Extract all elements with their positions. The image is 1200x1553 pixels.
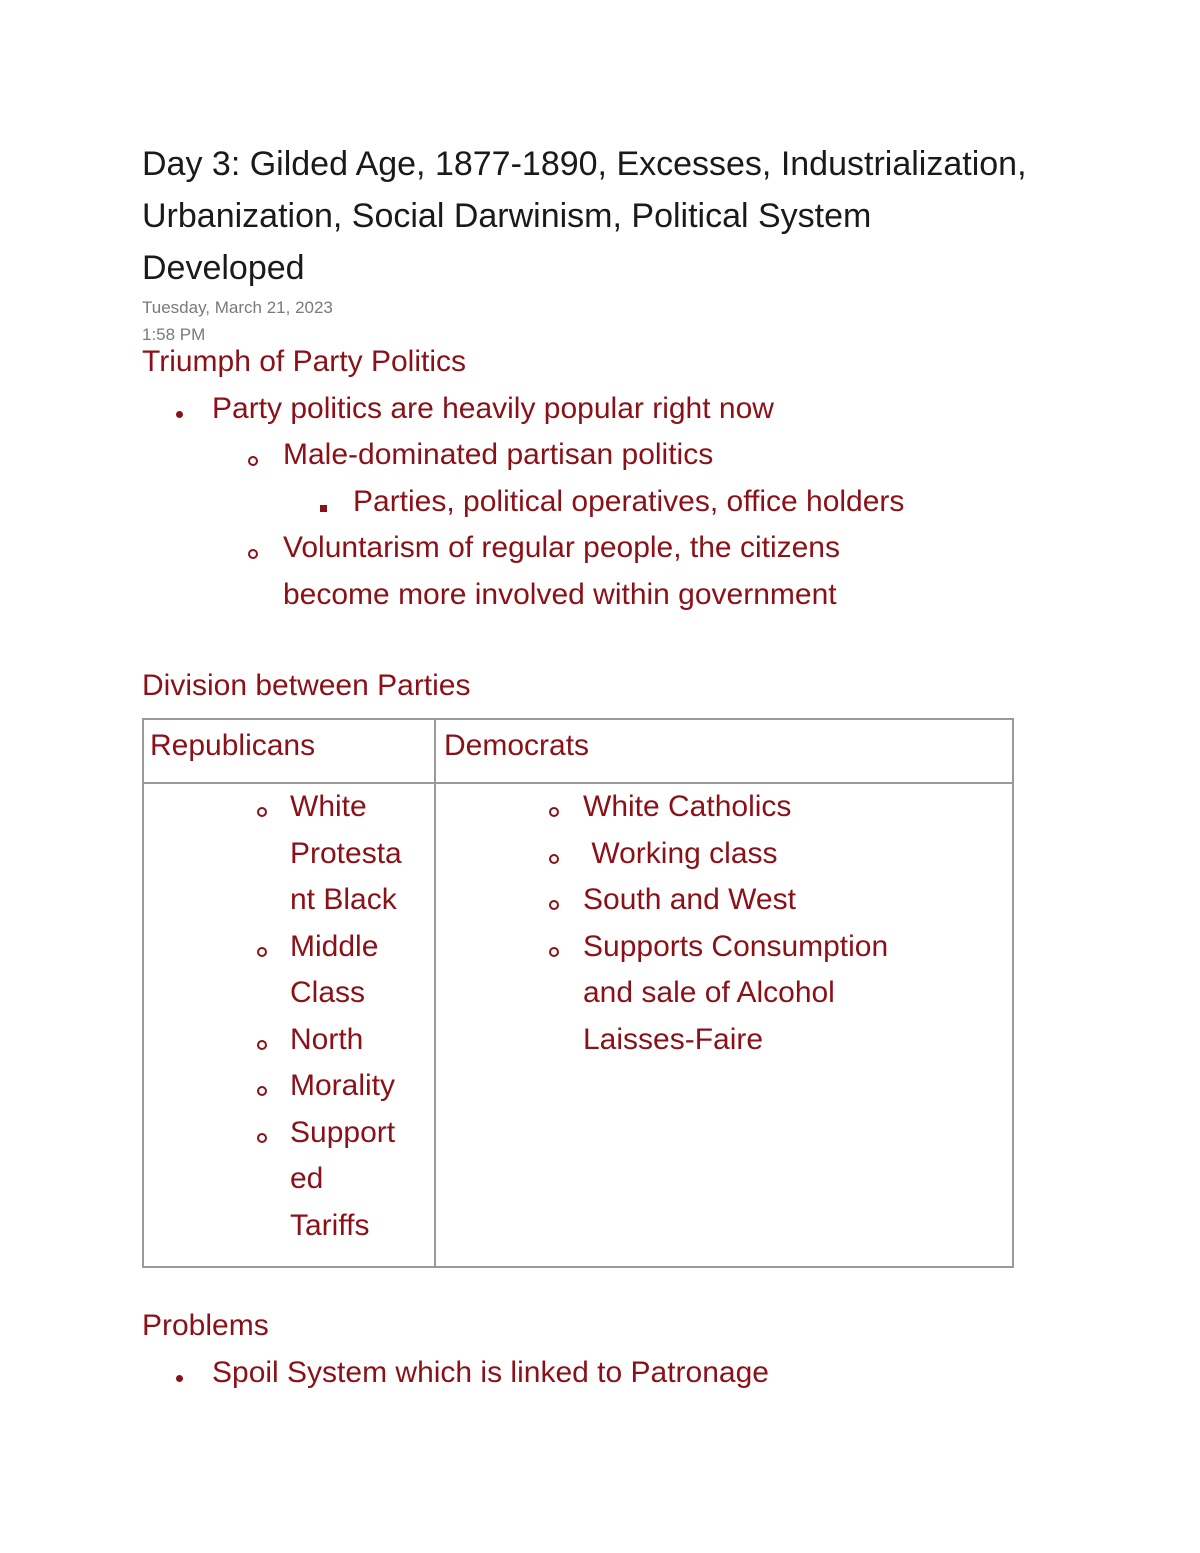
- bullet-dot-icon: [176, 1375, 183, 1382]
- bullet-ring-icon: [549, 900, 559, 910]
- bullet-ring-icon: [257, 1086, 267, 1096]
- list-item-continuation: become more involved within government: [283, 578, 837, 611]
- note-date: Tuesday, March 21, 2023: [142, 298, 333, 317]
- republicans-cell: [143, 783, 435, 1267]
- header-label: Republicans: [150, 729, 316, 762]
- cell-line: Middle: [290, 929, 379, 963]
- section-heading-triumph: Triumph of Party Politics: [142, 345, 466, 378]
- table-row: [143, 783, 1013, 1267]
- parties-table: [142, 718, 1014, 1268]
- cell-line: Laisses-Faire: [583, 1022, 764, 1056]
- list-item: Party politics are heavily popular right now: [212, 392, 774, 425]
- bullet-ring-icon: [248, 456, 258, 466]
- cell-line: and sale of Alcohol: [583, 976, 835, 1009]
- list-item: Parties, political operatives, office holders: [353, 485, 905, 518]
- cell-line: Supports Consumption: [583, 929, 889, 963]
- list-item: Male-dominated partisan politics: [283, 438, 714, 471]
- cell-line: Working class: [583, 836, 778, 870]
- table-header-republicans: [143, 719, 435, 783]
- header-label: Democrats: [444, 729, 590, 762]
- section-heading-division: Division between Parties: [142, 669, 471, 702]
- cell-line: nt Black: [290, 883, 397, 916]
- bullet-square-icon: [320, 505, 327, 512]
- democrats-cell: [435, 783, 1013, 1267]
- bullet-ring-icon: [257, 1133, 267, 1143]
- cell-line: North: [290, 1022, 364, 1056]
- bullet-ring-icon: [257, 807, 267, 817]
- cell-line: South and West: [583, 883, 796, 916]
- cell-line: Support: [290, 1115, 396, 1149]
- section-heading-problems: Problems: [142, 1309, 269, 1342]
- table-header-democrats: [435, 719, 1013, 783]
- cell-line: White: [290, 790, 367, 823]
- note-time: 1:58 PM: [142, 325, 206, 344]
- bullet-ring-icon: [257, 1040, 267, 1050]
- bullet-ring-icon: [257, 947, 267, 957]
- cell-line: Class: [290, 976, 366, 1009]
- cell-line: ed: [290, 1162, 324, 1195]
- bullet-ring-icon: [549, 947, 559, 957]
- cell-line: Tariffs: [290, 1208, 370, 1242]
- list-item: Spoil System which is linked to Patronage: [212, 1356, 769, 1389]
- bullet-ring-icon: [549, 807, 559, 817]
- bullet-ring-icon: [248, 549, 258, 559]
- list-item: Voluntarism of regular people, the citizens: [283, 531, 840, 564]
- cell-line: Morality: [290, 1069, 396, 1102]
- bullet-ring-icon: [549, 854, 559, 864]
- table-header-row: [143, 719, 1013, 783]
- page-title: Day 3: Gilded Age, 1877-1890, Excesses, Industrialization, Urbanization, Social Darwinism, Political System Developed: [142, 145, 1027, 287]
- cell-line: White Catholics: [583, 790, 792, 823]
- bullet-dot-icon: [176, 411, 183, 418]
- cell-line: Protesta: [290, 836, 402, 870]
